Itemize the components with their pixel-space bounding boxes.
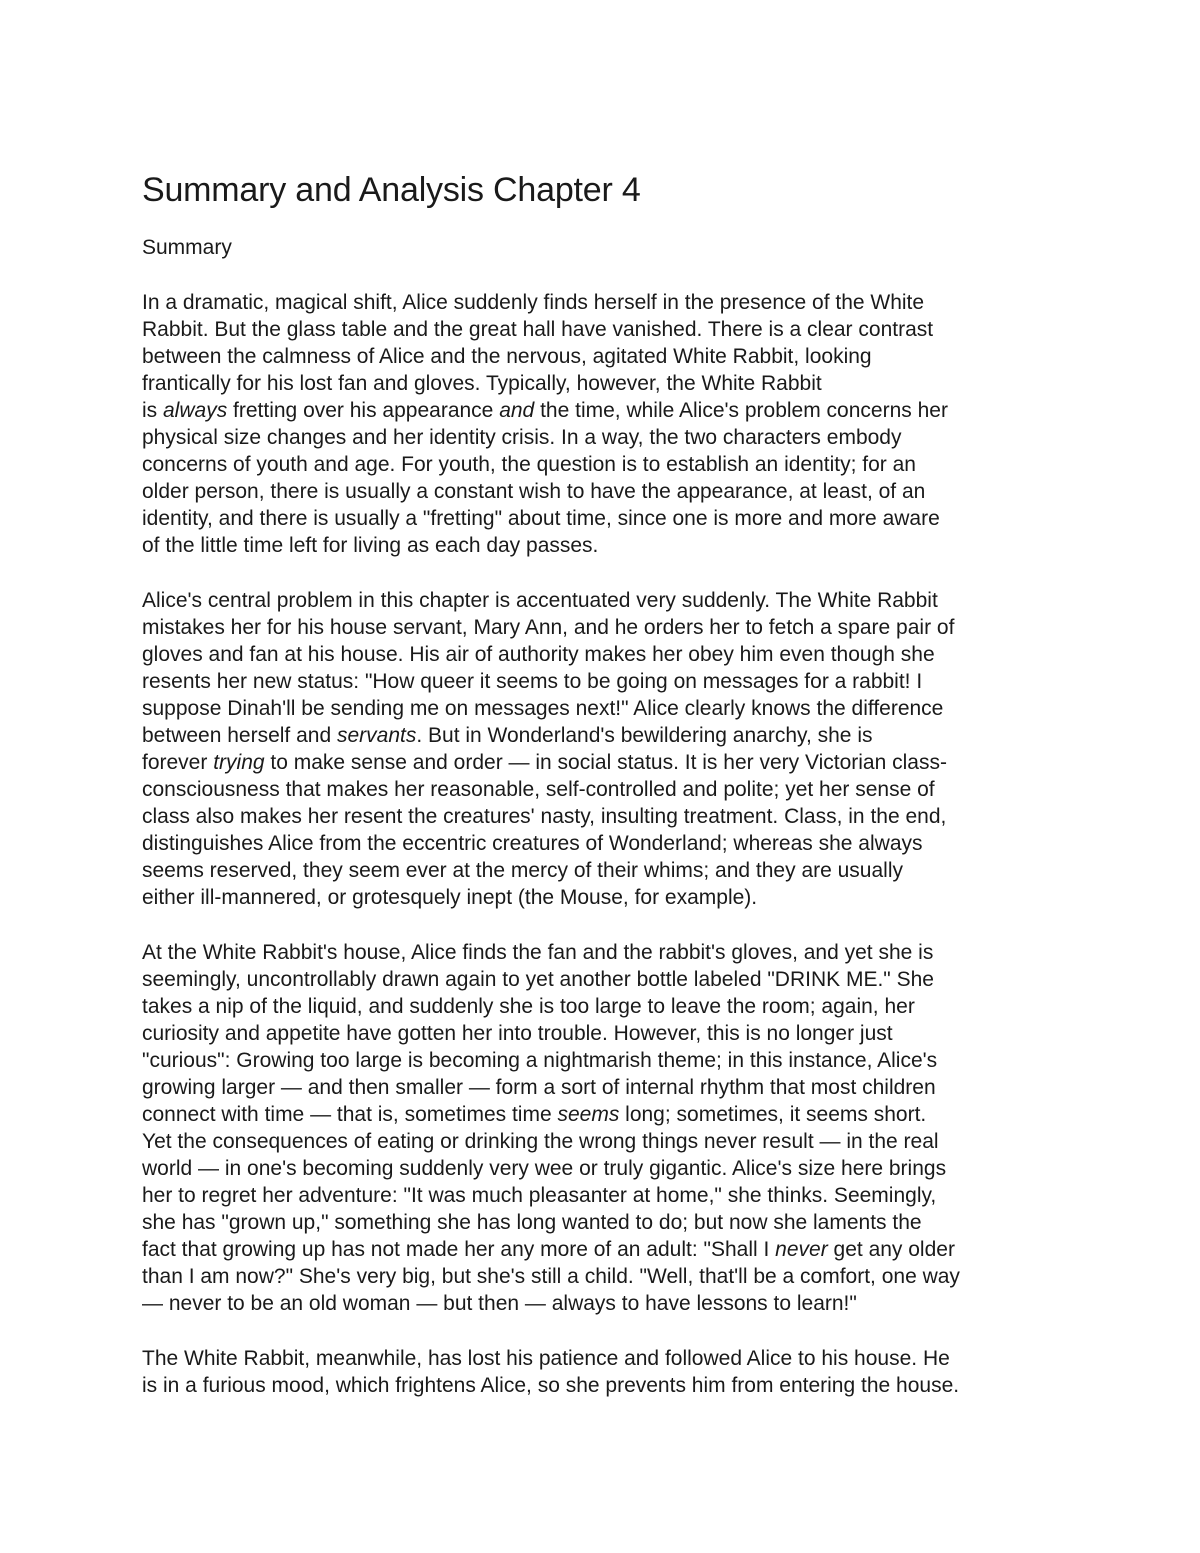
text-line: physical size changes and her identity crisis. In a way, the two characters embody	[142, 426, 902, 449]
text-line: suppose Dinah'll be sending me on messages next!" Alice clearly knows the difference	[142, 697, 944, 720]
text-line	[142, 749, 1072, 776]
text-line: of the little time left for living as each day passes.	[142, 534, 599, 557]
text-line: seems reserved, they seem ever at the mercy of their whims; and they are usually	[142, 859, 903, 882]
text-line: her to regret her adventure: "It was much pleasanter at home," she thinks. Seemingly,	[142, 1184, 937, 1207]
text-line: Yet the consequences of eating or drinking the wrong things never result — in the real	[142, 1130, 939, 1153]
text-line: mistakes her for his house servant, Mary Ann, and he orders her to fetch a spare pair of	[142, 616, 955, 639]
text-line: growing larger — and then smaller — form a sort of internal rhythm that most children	[142, 1076, 936, 1099]
text-segment: connect with time — that is, sometimes time	[142, 1103, 558, 1126]
text-segment: . But in Wonderland's bewildering anarchy, she is	[416, 724, 873, 747]
text-line	[142, 1101, 1072, 1128]
text-line: class also makes her resent the creatures' nasty, insulting treatment. Class, in the end,	[142, 805, 947, 828]
text-segment: get any older	[827, 1238, 955, 1261]
text-line: identity, and there is usually a "fretting" about time, since one is more and more aware	[142, 507, 940, 530]
text-line	[142, 1236, 1072, 1263]
text-segment: between herself and	[142, 724, 337, 747]
text-line: she has "grown up," something she has long wanted to do; but now she laments the	[142, 1211, 922, 1234]
text-line: At the White Rabbit's house, Alice finds the fan and the rabbit's gloves, and yet she is	[142, 941, 934, 964]
text-line: frantically for his lost fan and gloves. Typically, however, the White Rabbit	[142, 372, 822, 395]
text-line: consciousness that makes her reasonable, self-controlled and polite; yet her sense of	[142, 778, 935, 801]
document-page	[142, 168, 1072, 1399]
text-line: older person, there is usually a constant wish to have the appearance, at least, of an	[142, 480, 926, 503]
text-line: — never to be an old woman — but then — always to have lessons to learn!"	[142, 1292, 857, 1315]
text-segment: long; sometimes, it seems short.	[619, 1103, 927, 1126]
paragraph	[142, 587, 1072, 911]
emphasis-text: and	[499, 399, 535, 422]
text-segment: the time, while Alice's problem concerns her	[534, 399, 948, 422]
text-line: Rabbit. But the glass table and the great hall have vanished. There is a clear contrast	[142, 318, 934, 341]
emphasis-text: trying	[213, 751, 265, 774]
text-line: curiosity and appetite have gotten her into trouble. However, this is no longer just	[142, 1022, 893, 1045]
text-line: distinguishes Alice from the eccentric creatures of Wonderland; whereas she always	[142, 832, 923, 855]
paragraph	[142, 1345, 1072, 1399]
text-segment: to make sense and order — in social status. It is her very Victorian class-	[264, 751, 947, 774]
text-line: "curious": Growing too large is becoming a nightmarish theme; in this instance, Alice's	[142, 1049, 938, 1072]
text-line: than I am now?" She's very big, but she's still a child. "Well, that'll be a comfort, one way	[142, 1265, 960, 1288]
text-segment: fretting over his appearance	[227, 399, 500, 422]
text-line: resents her new status: "How queer it seems to be going on messages for a rabbit! I	[142, 670, 923, 693]
text-segment: fact that growing up has not made her any more of an adult: "Shall I	[142, 1238, 776, 1261]
text-line	[142, 397, 1072, 424]
text-line	[142, 722, 1072, 749]
text-line: concerns of youth and age. For youth, the question is to establish an identity; for an	[142, 453, 916, 476]
section-heading: Summary	[142, 236, 232, 259]
text-segment: forever	[142, 751, 214, 774]
text-line: takes a nip of the liquid, and suddenly she is too large to leave the room; again, her	[142, 995, 915, 1018]
text-line: gloves and fan at his house. His air of authority makes her obey him even though she	[142, 643, 935, 666]
text-line: In a dramatic, magical shift, Alice suddenly finds herself in the presence of the White	[142, 291, 925, 314]
text-line: either ill-mannered, or grotesquely inept (the Mouse, for example).	[142, 886, 758, 909]
emphasis-text: servants	[336, 724, 417, 747]
text-line: world — in one's becoming suddenly very wee or truly gigantic. Alice's size here brings	[142, 1157, 947, 1180]
page-title: Summary and Analysis Chapter 4	[142, 171, 641, 209]
text-line: is in a furious mood, which frightens Alice, so she prevents him from entering the house.	[142, 1374, 960, 1397]
paragraph	[142, 939, 1072, 1317]
text-line: Alice's central problem in this chapter is accentuated very suddenly. The White Rabbit	[142, 589, 938, 612]
text-line: between the calmness of Alice and the nervous, agitated White Rabbit, looking	[142, 345, 872, 368]
body-text	[142, 289, 1072, 1399]
emphasis-text: seems	[557, 1103, 620, 1126]
emphasis-text: always	[163, 399, 228, 422]
text-segment: is	[142, 399, 163, 422]
emphasis-text: never	[775, 1238, 828, 1261]
paragraph	[142, 289, 1072, 559]
text-line: The White Rabbit, meanwhile, has lost his patience and followed Alice to his house. He	[142, 1347, 950, 1370]
text-line: seemingly, uncontrollably drawn again to yet another bottle labeled "DRINK ME." She	[142, 968, 934, 991]
